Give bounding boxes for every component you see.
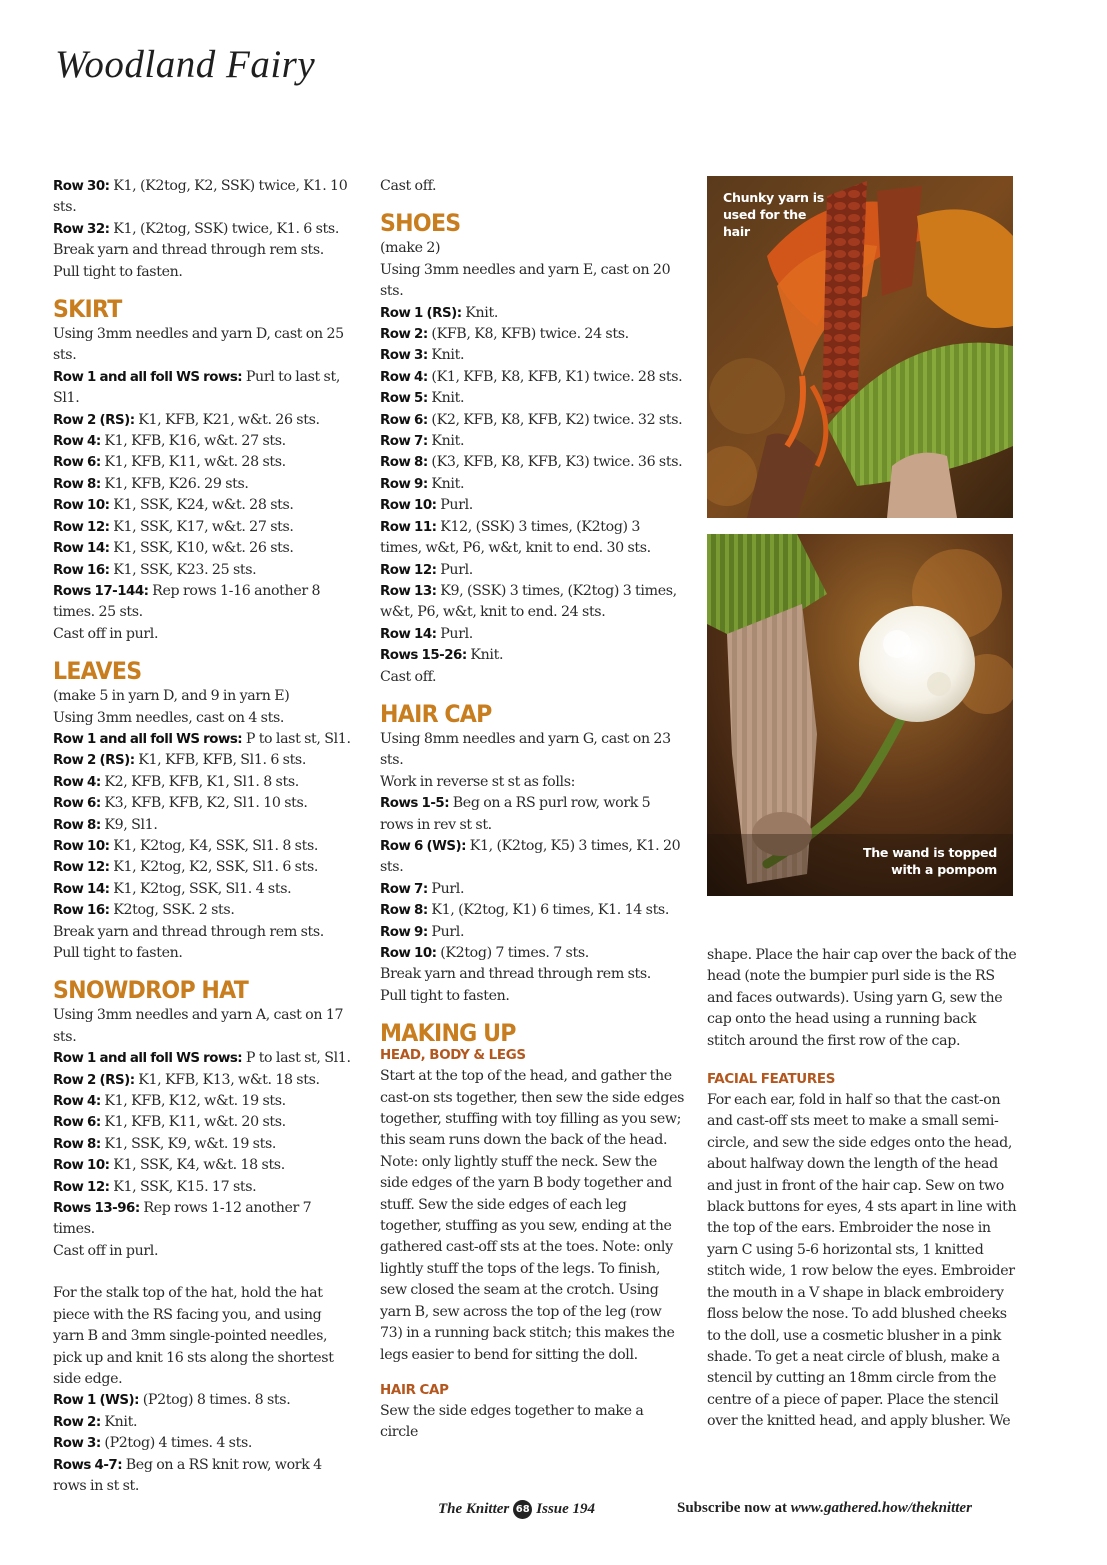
row-text: (P2tog) 8 times. 8 sts. (139, 1392, 291, 1409)
instruction-line (380, 452, 685, 473)
footer-subscribe (677, 1500, 972, 1517)
row-label: Row 30: (53, 179, 110, 194)
instruction-line (53, 367, 353, 410)
row-label: Row 9: (380, 476, 428, 492)
row-text: K3, KFB, KFB, K2, Sl1. 10 sts. (100, 795, 308, 812)
row-text: K1, K2tog, K2, SSK, Sl1. 6 sts. (109, 859, 319, 876)
instruction-line (53, 1091, 353, 1112)
row-text: K1, (K2tog, K5) 3 times, K1. 20 sts. (380, 837, 681, 876)
instruction-line (53, 262, 353, 283)
row-text: (K3, KFB, K8, KFB, K3) twice. 36 sts. (427, 454, 683, 471)
row-label: Row 7: (380, 434, 428, 450)
photo-hair (707, 176, 1013, 518)
row-text: K1, KFB, KFB, Sl1. 6 sts. (134, 752, 307, 769)
instruction-line (380, 560, 685, 581)
row-text: K1, K2tog, K4, SSK, Sl1. 8 sts. (109, 837, 319, 854)
instruction-line (53, 943, 353, 964)
instruction-line (53, 1390, 353, 1411)
caption-wand: The wand is topped with a pompom (862, 845, 997, 877)
instruction-line (53, 1455, 353, 1498)
instruction-line (380, 581, 685, 624)
row-text: Beg on a RS purl row, work 5 rows in rev st st. (380, 795, 651, 833)
row-label: Row 7: (380, 881, 428, 897)
row-label: Row 2 (RS): (53, 753, 135, 769)
instruction-line (53, 1177, 353, 1198)
instruction-line (380, 367, 685, 388)
row-text: K1, SSK, K23. 25 sts. (109, 561, 257, 578)
row-label: Row 6: (53, 1115, 101, 1131)
instruction-line (53, 560, 353, 581)
instruction-line (53, 495, 353, 516)
row-text: Work in reverse st st as folls: (380, 773, 576, 790)
row-label: Row 14: (380, 626, 437, 642)
instruction-line (53, 538, 353, 559)
cast-off-line: Cast off. (380, 178, 437, 194)
subscribe-link[interactable]: www.gathered.how/theknitter (790, 1500, 972, 1516)
row-label: Row 1 (WS): (53, 1393, 140, 1409)
row-label: Row 1 and all foll WS rows: (53, 1051, 243, 1067)
row-label: Row 1 and all foll WS rows: (53, 369, 243, 385)
row-label: Row 12: (53, 860, 110, 876)
row-label: Row 5: (380, 391, 428, 407)
footer-magazine (438, 1500, 595, 1519)
row-text: K1, SSK, K4, w&t. 18 sts. (109, 1157, 285, 1174)
row-label: Row 6: (53, 455, 101, 471)
row-label: Row 10: (53, 838, 110, 854)
row-text: Purl. (427, 923, 465, 940)
row-text: Break yarn and thread through rem sts. (380, 966, 651, 983)
row-text: Using 3mm needles and yarn A, cast on 17 sts. (53, 1007, 344, 1045)
instruction-line (53, 900, 353, 921)
row-text: K9, Sl1. (100, 816, 158, 833)
instruction-line (380, 645, 685, 666)
row-label: Rows 15-26: (380, 648, 467, 664)
heading-making-up: MAKING UP (380, 1019, 516, 1048)
instruction-line (53, 581, 353, 624)
column-1 (53, 176, 353, 1497)
instruction-line (53, 517, 353, 538)
row-text: (make 2) (380, 240, 441, 257)
row-label: Rows 17-144: (53, 583, 149, 599)
row-text: K9, (SSK) 3 times, (K2tog) 3 times, w&t, P6, w&t, knit to end. 24 sts. (380, 582, 677, 621)
row-text: K12, (SSK) 3 times, (K2tog) 3 times, w&t, P6, w&t, knit to end. 30 sts. (380, 518, 651, 557)
instruction-line (53, 836, 353, 857)
instruction-line (53, 1048, 353, 1069)
row-label: Row 16: (53, 903, 110, 919)
stalk-paragraph: For the stalk top of the hat, hold the hat piece with the RS facing you, and using yarn B and 3mm single-pointed needles, pick up and knit 16 sts along the shortest side edge. (53, 1285, 334, 1387)
row-text: Purl to last st, Sl1. (53, 368, 340, 407)
row-label: Row 4: (380, 369, 428, 385)
instruction-line (380, 474, 685, 495)
instruction-line (380, 410, 685, 431)
instruction-line (53, 793, 353, 814)
row-text: Knit. (427, 347, 465, 364)
row-label: Row 6: (380, 412, 428, 428)
row-label: Row 4: (53, 1094, 101, 1110)
row-text: K1, (K2tog, K2, SSK) twice, K1. 10 sts. (53, 178, 348, 216)
row-text: K1, KFB, K16, w&t. 27 sts. (100, 433, 286, 450)
row-label: Row 8: (380, 903, 428, 919)
stalk-instructions (53, 1390, 353, 1497)
row-label: Row 16: (53, 562, 110, 578)
row-text: K2tog, SSK. 2 sts. (109, 902, 235, 919)
instruction-line (380, 238, 685, 259)
row-text: K1, SSK, K15. 17 sts. (109, 1178, 257, 1195)
heading-skirt: SKIRT (53, 295, 122, 324)
row-label: Row 9: (380, 924, 428, 940)
row-text: K1, (K2tog, SSK) twice, K1. 6 sts. (109, 220, 339, 237)
instruction-line (53, 324, 353, 367)
snowdrop-hat-instructions (53, 1005, 353, 1262)
row-text: K1, K2tog, SSK, Sl1. 4 sts. (109, 880, 292, 897)
row-label: Row 2: (53, 1414, 101, 1430)
instruction-line (53, 686, 353, 707)
instruction-line (380, 879, 685, 900)
instruction-line (380, 986, 685, 1007)
instruction-line (380, 729, 685, 772)
instruction-line (53, 474, 353, 495)
row-label: Rows 13-96: (53, 1201, 140, 1217)
instruction-line (53, 1241, 353, 1262)
row-label: Rows 4-7: (53, 1457, 123, 1473)
instruction-line (53, 708, 353, 729)
row-text: Using 3mm needles and yarn E, cast on 20 sts. (380, 261, 671, 300)
caption-hair: Chunky yarn is used for the hair (723, 190, 824, 239)
row-label: Row 8: (380, 455, 428, 471)
photo-wand (707, 534, 1013, 896)
row-label: Row 10: (53, 498, 110, 514)
row-text: Knit. (461, 304, 498, 321)
instruction-line (53, 1112, 353, 1133)
row-text: Beg on a RS knit row, work 4 rows in st st. (53, 1456, 322, 1494)
instruction-line (53, 176, 353, 219)
row-label: Row 13: (380, 583, 437, 599)
heading-leaves: LEAVES (53, 657, 142, 686)
instruction-line (380, 624, 685, 645)
row-label: Row 4: (53, 774, 101, 790)
row-text: (KFB, K8, KFB) twice. 24 sts. (427, 326, 629, 343)
row-label: Row 2 (RS): (53, 412, 135, 428)
instruction-line (53, 410, 353, 431)
row-text: K1, SSK, K24, w&t. 28 sts. (109, 497, 294, 514)
skirt-instructions (53, 324, 353, 645)
row-label: Row 1 (RS): (380, 305, 462, 321)
row-text: Cast off in purl. (53, 1242, 159, 1259)
row-text: K2, KFB, KFB, K1, Sl1. 8 sts. (100, 773, 299, 790)
row-label: Row 32: (53, 221, 110, 237)
instruction-line (53, 1134, 353, 1155)
row-label: Row 3: (53, 1436, 101, 1452)
instruction-line (53, 452, 353, 473)
instruction-line (53, 240, 353, 261)
row-text: Cast off. (380, 668, 437, 685)
row-label: Rows 1-5: (380, 796, 450, 812)
instruction-line (380, 772, 685, 793)
row-label: Row 1 and all foll WS rows: (53, 731, 243, 747)
row-label: Row 4: (53, 434, 101, 450)
row-label: Row 2 (RS): (53, 1072, 135, 1088)
instruction-line (380, 324, 685, 345)
instruction-line (380, 495, 685, 516)
row-text: K1, SSK, K9, w&t. 19 sts. (100, 1135, 277, 1152)
row-text: Knit. (427, 433, 465, 450)
instruction-line (380, 345, 685, 366)
row-label: Row 14: (53, 541, 110, 557)
row-text: Using 3mm needles and yarn D, cast on 25 sts. (53, 326, 344, 364)
instruction-line (53, 1433, 353, 1454)
row-label: Row 10: (53, 1158, 110, 1174)
heading-shoes: SHOES (380, 209, 461, 238)
instruction-line (53, 431, 353, 452)
column-2 (380, 176, 685, 1444)
instruction-line (380, 517, 685, 560)
row-label: Row 12: (53, 1179, 110, 1195)
row-label: Row 14: (53, 881, 110, 897)
row-label: Row 12: (53, 519, 110, 535)
subheading-facial-features: FACIAL FEATURES (707, 1072, 836, 1088)
row-text: Knit. (427, 475, 465, 492)
heading-snowdrop-hat: SNOWDROP HAT (53, 976, 249, 1005)
instruction-line (53, 879, 353, 900)
row-text: K1, KFB, K26. 29 sts. (100, 475, 249, 492)
instruction-line (53, 1070, 353, 1091)
row-text: (P2tog) 4 times. 4 sts. (100, 1435, 253, 1452)
instruction-line (380, 900, 685, 921)
instruction-line (380, 964, 685, 985)
hair-cap-paragraph: Sew the side edges together to make a circle (380, 1402, 644, 1441)
page-number: 68 (513, 1500, 532, 1519)
instruction-line (380, 260, 685, 303)
row-text: Rep rows 1-16 another 8 times. 25 sts. (53, 582, 321, 621)
instruction-line (53, 1198, 353, 1241)
instruction-line (53, 772, 353, 793)
row-text: (K2tog) 7 times. 7 sts. (436, 945, 589, 961)
instruction-line (380, 388, 685, 409)
row-label: Row 6 (WS): (380, 838, 467, 854)
hair-cap-instructions (380, 729, 685, 1007)
page-title: Woodland Fairy (55, 43, 316, 86)
instruction-line (380, 667, 685, 688)
instruction-line (53, 1005, 353, 1048)
row-text: Purl. (436, 625, 473, 642)
row-text: Knit. (100, 1413, 138, 1430)
making-up-paragraph: Start at the top of the head, and gather the cast-on sts together, then sew the side edges together, stuffing with toy filling as you sew; this seam runs down the back of the head. Note: only lightly stuff the neck. Sew the side edges of the yarn B body together and stuff. Sew the side edges of each leg together, stuffing as you sew, ending at the gathered cast-off sts at the toes. Note: only lightly stuff the tops of the legs. To finish, sew closed the seam at the crotch. Using yarn B, sew across the top of the leg (row 73) in a running back stitch; this makes the legs easier to bend for sitting the doll. (380, 1068, 685, 1363)
row-label: Row 10: (380, 498, 437, 514)
instruction-line (53, 922, 353, 943)
column-3 (707, 945, 1017, 1433)
leaves-instructions (53, 686, 353, 964)
row-text: (make 5 in yarn D, and 9 in yarn E) (53, 688, 290, 705)
shoes-instructions (380, 238, 685, 688)
instruction-line (53, 729, 353, 750)
row-text: Cast off in purl. (53, 625, 159, 642)
row-text: Knit. (427, 390, 465, 407)
subscribe-text: Subscribe now at (677, 1500, 791, 1516)
instruction-line (380, 836, 685, 879)
magazine-name: The Knitter (438, 1501, 510, 1517)
instruction-line (53, 219, 353, 240)
heading-hair-cap: HAIR CAP (380, 699, 492, 728)
row-text: K1, SSK, K17, w&t. 27 sts. (109, 518, 294, 535)
instruction-line (380, 943, 685, 964)
row-label: Row 12: (380, 562, 437, 578)
row-text: Purl. (427, 880, 465, 897)
row-text: K1, (K2tog, K1) 6 times, K1. 14 sts. (427, 902, 670, 919)
issue-number: Issue 194 (536, 1501, 596, 1517)
instruction-line (380, 793, 685, 836)
row-text: Knit. (466, 647, 504, 664)
row-text: Using 8mm needles and yarn G, cast on 23 sts. (380, 730, 671, 769)
row-label: Row 11: (380, 519, 437, 535)
instruction-line (380, 922, 685, 943)
row-text: (K2, KFB, K8, KFB, K2) twice. 32 sts. (427, 411, 683, 428)
row-text: Break yarn and thread through rem sts. (53, 242, 324, 259)
instruction-line (53, 1155, 353, 1176)
row-text: Rep rows 1-12 another 7 times. (53, 1200, 312, 1238)
row-text: P to last st, Sl1. (242, 1050, 351, 1067)
instruction-line (380, 431, 685, 452)
row-label: Row 10: (380, 946, 437, 961)
subheading-hair-cap: HAIR CAP (380, 1382, 449, 1398)
row-label: Row 8: (53, 1136, 101, 1152)
instruction-line (53, 1412, 353, 1433)
instruction-line (53, 750, 353, 771)
row-text: K1, KFB, K13, w&t. 18 sts. (134, 1071, 320, 1088)
instruction-line (53, 857, 353, 878)
instruction-line (53, 815, 353, 836)
hair-cap-continued: shape. Place the hair cap over the back of the head (note the bumpier purl side is the RS and faces outwards). Using yarn G, sew the cap onto the head using a running back stitch around the first row of the cap. (707, 947, 1017, 1049)
photo-wand-image (707, 534, 1013, 896)
row-text: Pull tight to fasten. (380, 987, 510, 1004)
row-text: Purl. (436, 497, 473, 514)
row-text: K1, KFB, K21, w&t. 26 sts. (134, 411, 320, 428)
row-text: Purl. (436, 561, 473, 578)
row-text: K1, SSK, K10, w&t. 26 sts. (109, 540, 294, 557)
subheading-head-body-legs: HEAD, BODY & LEGS (380, 1048, 526, 1064)
row-text: (K1, KFB, K8, KFB, K1) twice. 28 sts. (427, 368, 683, 385)
row-label: Row 6: (53, 796, 101, 812)
row-text: K1, KFB, K12, w&t. 19 sts. (100, 1093, 286, 1110)
row-text: K1, KFB, K11, w&t. 28 sts. (100, 454, 286, 471)
row-text: Using 3mm needles, cast on 4 sts. (53, 709, 285, 726)
row-label: Row 8: (53, 817, 101, 833)
instruction-line (53, 624, 353, 645)
row-text: Pull tight to fasten. (53, 263, 183, 280)
row-text: Pull tight to fasten. (53, 945, 183, 961)
col1-intro (53, 176, 353, 283)
row-label: Row 3: (380, 348, 428, 364)
row-text: K1, KFB, K11, w&t. 20 sts. (100, 1114, 286, 1131)
row-label: Row 2: (380, 327, 428, 343)
row-text: P to last st, Sl1. (242, 730, 351, 747)
instruction-line (380, 303, 685, 324)
facial-features-paragraph: For each ear, fold in half so that the cast-on and cast-off sts meet to make a small semi-circle, and sew the side edges onto the head, about halfway down the length of the head and just in front of the hair cap. Sew on two black buttons for eyes, 4 sts apart in line with the top of the ears. Embroider the nose in yarn C using 5-6 horizontal sts, 1 knitted stitch wide, 1 row below the eyes. Embroider the mouth in a V shape in black embroidery floss below the nose. To add blushed cheeks to the doll, use a cosmetic blusher in a pink shade. To get a neat circle of blush, make a stencil by cutting an 18mm circle from the centre of a piece of paper. Place the stencil over the knitted head, and apply blusher. We (707, 1092, 1017, 1430)
row-label: Row 8: (53, 476, 101, 492)
row-text: Break yarn and thread through rem sts. (53, 923, 324, 940)
